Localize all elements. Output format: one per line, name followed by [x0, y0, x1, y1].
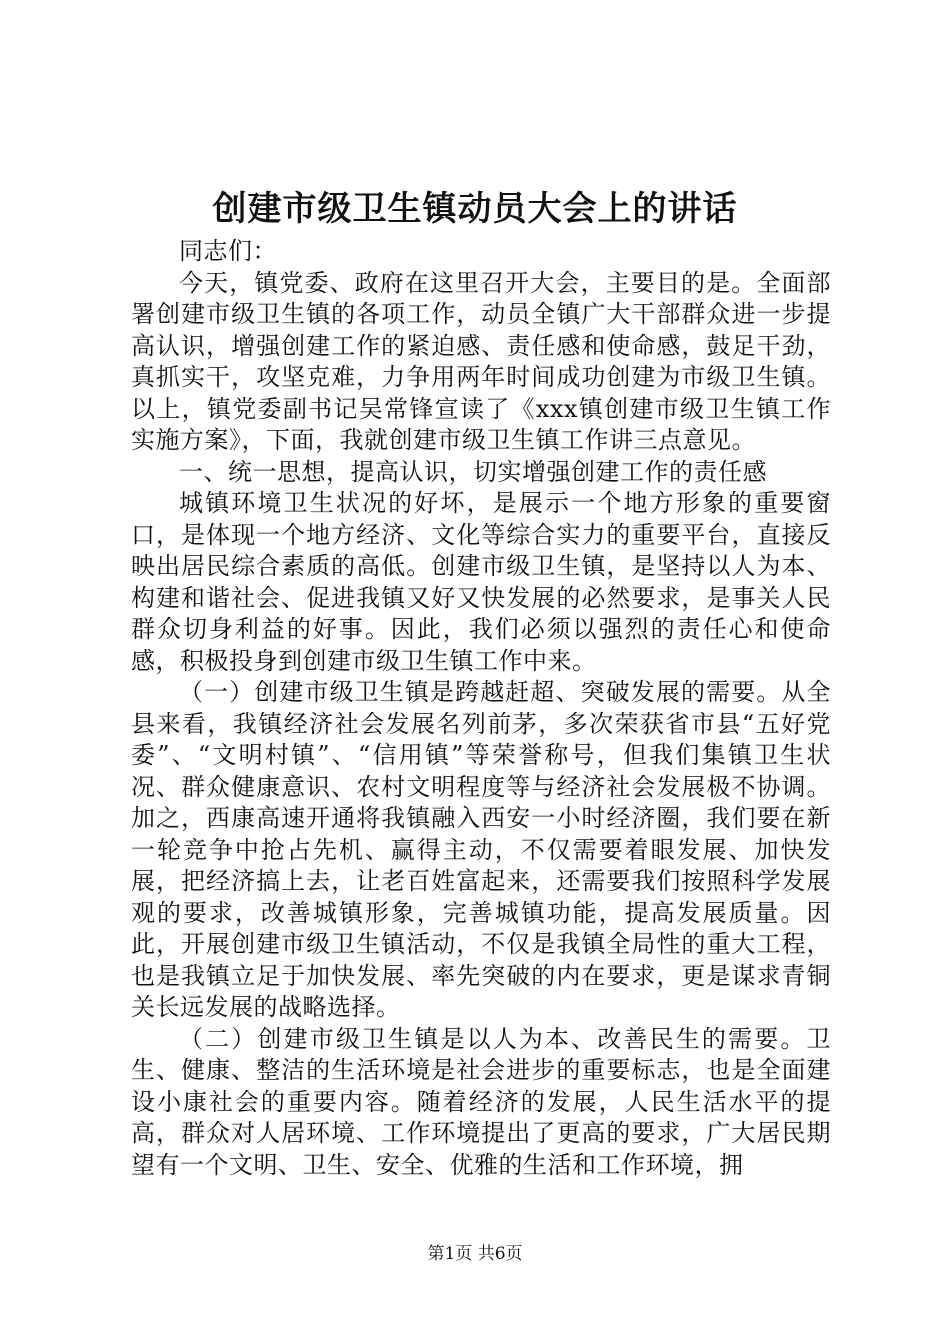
paragraph-subsection-1: （一）创建市级卫生镇是跨越赶超、突破发展的需要。从全县来看，我镇经济社会发展名列前茅，多次荣获省市县“五好党委”、“文明村镇”、“信用镇”等荣誉称号，但我们集镇卫生状况、群众健康意识、农村文明程度等与经济社会发展极不协调。加之，西康高速开通将我镇融入西安一小时经济圈，我们要在新一轮竞争中抢占先机、赢得主动，不仅需要着眼发展、加快发展，把经济搞上去，让老百姓富起来，还需要我们按照科学发展观的要求，改善城镇形象，完善城镇功能，提高发展质量。因此，开展创建市级卫生镇活动，不仅是我镇全局性的重大工程，也是我镇立足于加快发展、率先突破的内在要求，更是谋求青铜关长远发展的战略选择。: [131, 678, 831, 1021]
document-body: [131, 236, 831, 1181]
page-number-footer: 第1页 共6页: [427, 1244, 523, 1264]
paragraph-subsection-2: （二）创建市级卫生镇是以人为本、改善民生的需要。卫生、健康、整洁的生活环境是社会进步的重要标志，也是全面建设小康社会的重要内容。随着经济的发展，人民生活水平的提高，群众对人居环境、工作环境提出了更高的要求，广大居民期望有一个文明、卫生、安全、优雅的生活和工作环境，拥: [131, 1024, 831, 1179]
section-heading-1: 一、统一思想，提高认识，切实增强创建工作的责任感: [179, 457, 767, 486]
paragraph-salutation: 同志们：: [179, 237, 277, 265]
paragraph-section-1: 城镇环境卫生状况的好坏，是展示一个地方形象的重要窗口，是体现一个地方经济、文化等综合实力的重要平台，直接反映出居民综合素质的高低。创建市级卫生镇，是坚持以人为本、构建和谐社会、促进我镇又好又快发展的必然要求，是事关人民群众切身利益的好事。因此，我们必须以强烈的责任心和使命感，积极投身到创建市级卫生镇工作中来。: [131, 489, 831, 675]
document-title: 创建市级卫生镇动员大会上的讲话: [212, 189, 738, 229]
paragraph-intro: 今天，镇党委、政府在这里召开大会，主要目的是。全面部署创建市级卫生镇的各项工作，动员全镇广大干部群众进一步提高认识，增强创建工作的紧迫感、责任感和使命感，鼓足干劲，真抓实干，攻坚克难，力争用两年时间成功创建为市级卫生镇。以上，镇党委副书记吴常锋宣读了《xxx镇创建市级卫生镇工作实施方案》，下面，我就创建市级卫生镇工作讲三点意见。: [131, 268, 831, 454]
